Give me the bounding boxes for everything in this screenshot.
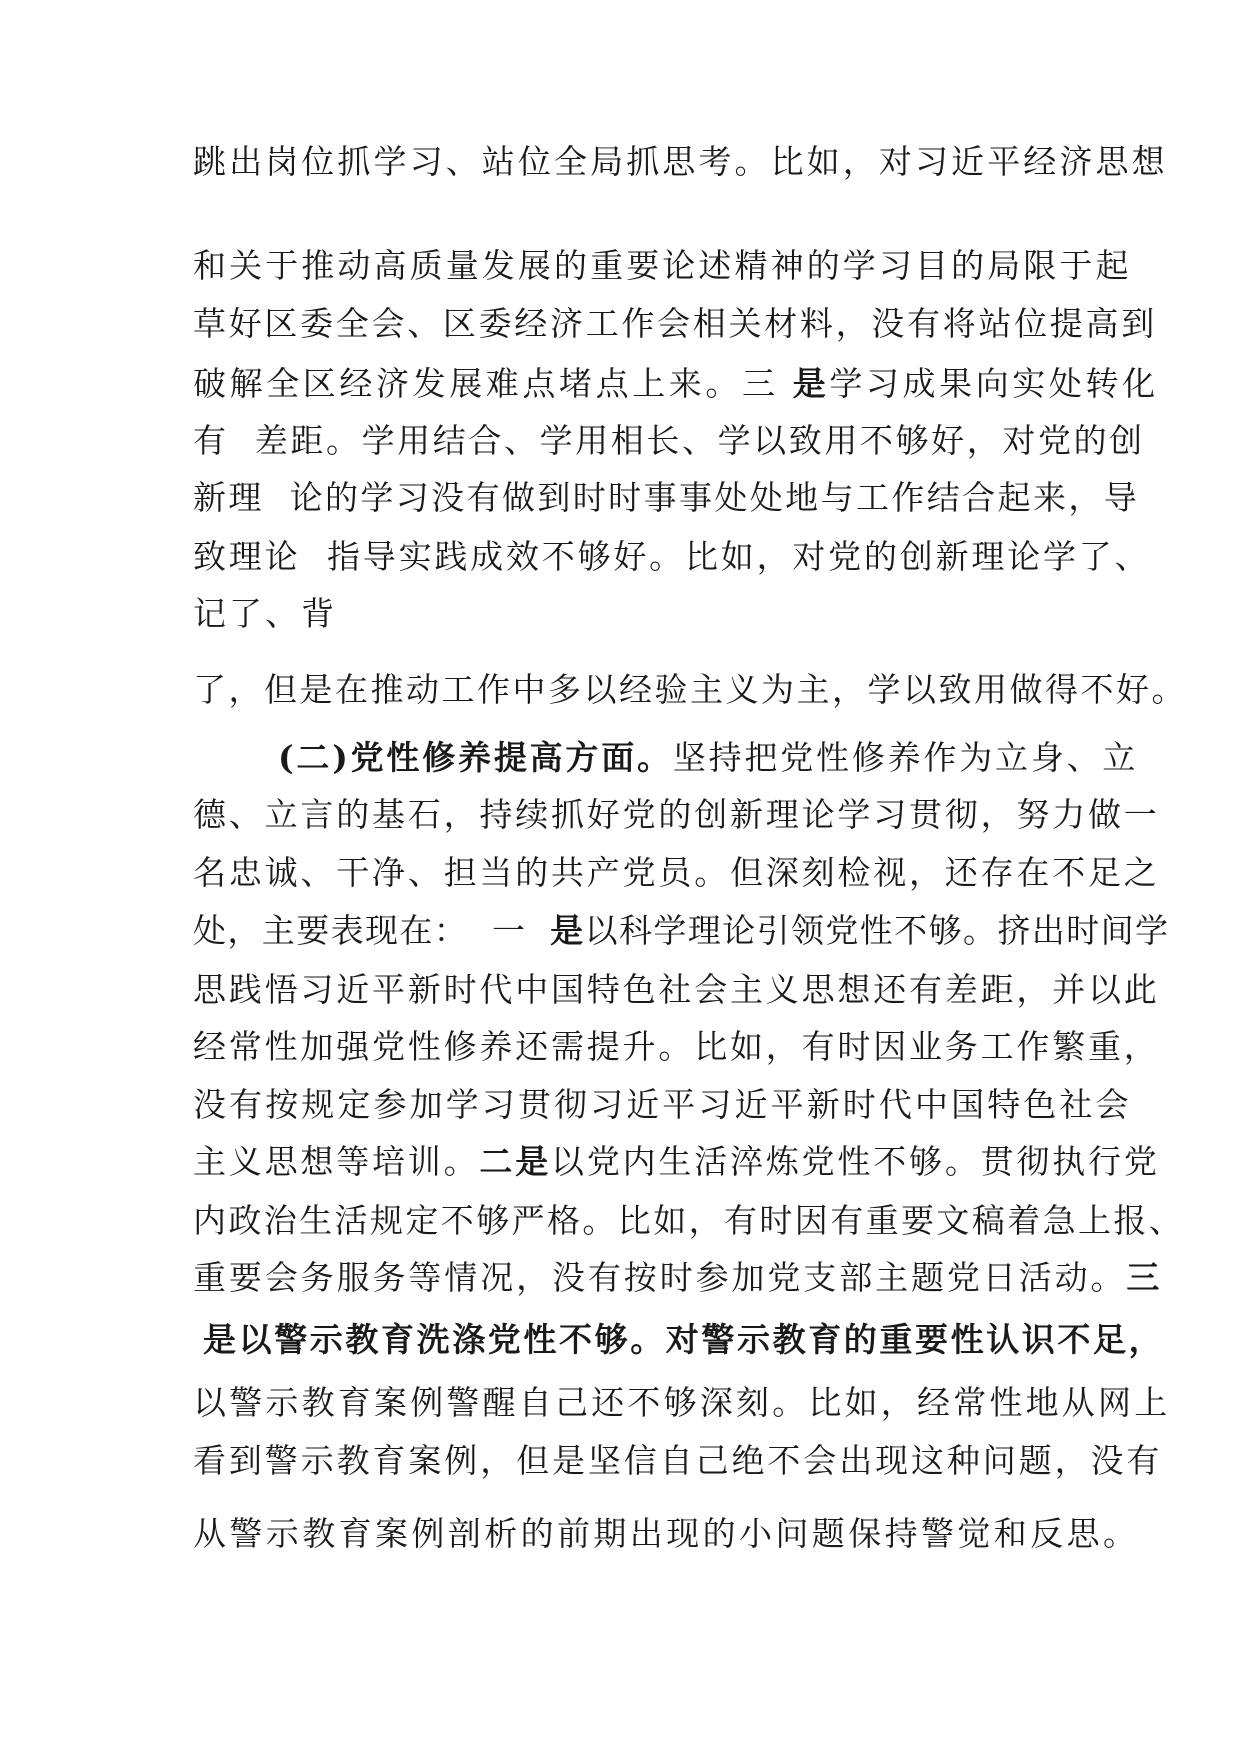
text-line: [193, 970, 1160, 1010]
text-line: [193, 421, 1145, 461]
text-run: 跳出岗位抓学习、站位全局抓思考。比如，对习近平经济思想: [193, 142, 1168, 181]
text-run: 重要会务服务等情况，没有按时参加党支部主题党日活动。: [193, 1258, 1127, 1297]
text-run: 以警示教育案例警醒自己还不够深刻。比如，经常性地从网上: [193, 1383, 1171, 1422]
text-line: [193, 304, 1157, 344]
text-run: 处，主要表现在： 一: [193, 911, 551, 950]
text-run: 从警示教育案例剖析的前期出现的小问题保持警觉和反思。: [193, 1514, 1140, 1553]
text-line: [193, 1514, 1139, 1554]
text-line: [278, 738, 1138, 778]
text-line: [193, 795, 1160, 835]
text-run: 以党内生活淬炼党性不够。贯彻执行党: [551, 1142, 1160, 1181]
text-line-bold: [203, 1320, 1164, 1360]
text-line: [193, 1201, 1184, 1241]
text-run: 和关于推动高质量发展的重要论述精神的学习目的局限于起: [193, 246, 1132, 285]
text-run: 坚持把党性修养作为立身、立: [672, 738, 1139, 777]
text-run: 记了、背: [193, 594, 337, 633]
text-run: 新理 论的学习没有做到时时事事处处地与工作结合起来，导: [193, 478, 1140, 517]
bold-run: 是: [550, 911, 585, 950]
text-run: 破解全区经济发展难点堵点上来。三: [193, 364, 793, 403]
text-run: 经常性加强党性修养还需提升。比如，有时因业务工作繁重，: [193, 1027, 1160, 1066]
text-run: 内政治生活规定不够严格。比如，有时因有重要文稿着急上报、: [193, 1201, 1185, 1240]
bold-run: 三: [1126, 1258, 1163, 1297]
bold-run: 是以警示教育洗涤党性不够。对警示教育的重要性认识不足，: [203, 1320, 1165, 1359]
section-heading: (二)党性修养提高方面。: [278, 738, 673, 777]
text-run: 有 差距。学用结合、学用相长、学以致用不够好，对党的创: [193, 421, 1145, 460]
text-line: [193, 1027, 1160, 1067]
text-line: [193, 1383, 1170, 1423]
text-line: [193, 1258, 1162, 1298]
text-run: 草好区委全会、区委经济工作会相关材料，没有将站位提高到: [193, 304, 1157, 343]
bold-run: 二是: [479, 1142, 552, 1181]
text-run: 学习成果向实处转化: [829, 364, 1159, 403]
text-line: [193, 1085, 1132, 1125]
text-run: 主义思想等培训。: [193, 1142, 480, 1181]
text-line: [193, 911, 1169, 951]
bold-run: 是: [792, 364, 830, 403]
text-run: 名忠诚、干净、担当的共产党员。但深刻检视，还存在不足之: [193, 853, 1160, 892]
text-line: [193, 364, 1159, 404]
text-run: 看到警示教育案例，但是坚信自己绝不会出现这种问题，没有: [193, 1441, 1163, 1480]
text-line: [193, 478, 1139, 518]
text-line: [193, 537, 1150, 577]
text-line: [193, 142, 1168, 182]
text-run: 德、立言的基石，持续抓好党的创新理论学习贯彻，努力做一: [193, 795, 1160, 834]
text-line: [193, 1441, 1162, 1481]
text-run: 思践悟习近平新时代中国特色社会主义思想还有差距，并以此: [193, 970, 1160, 1009]
text-line: [193, 1142, 1160, 1182]
text-line: [193, 594, 337, 634]
text-run: 了，但是在推动工作中多以经验主义为主，学以致用做得不好。: [193, 670, 1187, 709]
text-run: 没有按规定参加学习贯彻习近平习近平新时代中国特色社会: [193, 1085, 1132, 1124]
text-line: [193, 853, 1160, 893]
text-line: [193, 246, 1132, 286]
text-run: 以科学理论引领党性不够。挤出时间学: [584, 911, 1170, 950]
text-line: [193, 670, 1187, 710]
text-run: 致理论 指导实践成效不够好。比如，对党的创新理论学了、: [193, 537, 1151, 576]
